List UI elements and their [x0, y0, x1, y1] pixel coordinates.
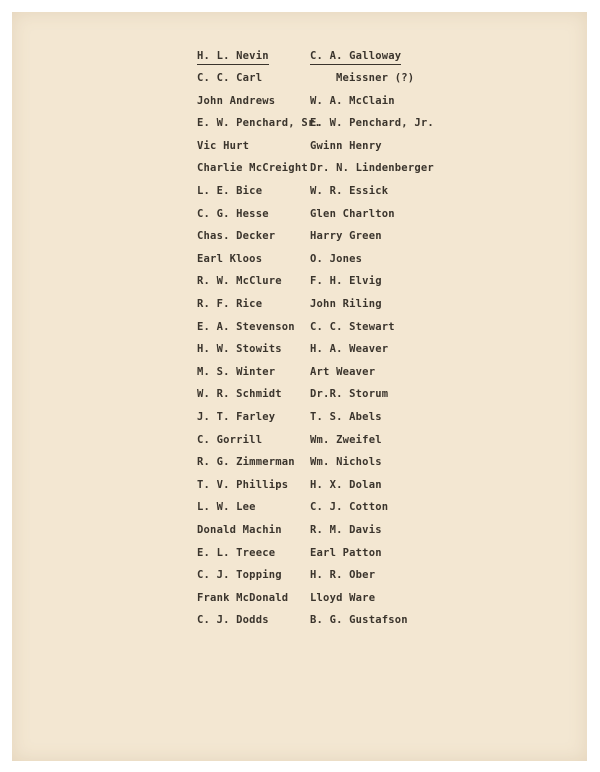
- name-entry: O. Jones: [310, 252, 363, 265]
- name-entry: M. S. Winter: [197, 365, 276, 378]
- name-entry: J. T. Farley: [197, 411, 276, 423]
- name-entry: F. H. Elvig: [310, 275, 382, 288]
- name-entry: W. R. Schmidt: [197, 388, 282, 401]
- name-entry: B. G. Gustafson: [310, 614, 408, 627]
- name-entry: T. S. Abels: [310, 411, 382, 423]
- name-entry: Frank McDonald: [197, 591, 289, 604]
- name-entry: Meissner (?): [336, 72, 415, 84]
- name-entry: H. A. Weaver: [310, 343, 389, 356]
- name-entry: L. W. Lee: [197, 501, 256, 514]
- name-entry: H. W. Stowits: [197, 343, 282, 356]
- name-entry: C. C. Carl: [197, 72, 263, 84]
- name-entry: John Andrews: [197, 94, 276, 107]
- name-entry: E. A. Stevenson: [197, 320, 295, 333]
- name-entry: Chas. Decker: [197, 230, 276, 243]
- name-entry: R. F. Rice: [197, 298, 263, 310]
- name-entry: Glen Charlton: [310, 207, 395, 220]
- name-entry: C. J. Topping: [197, 569, 282, 582]
- name-entry: C. Gorrill: [197, 433, 263, 446]
- name-entry: Charlie McCreight: [197, 162, 308, 175]
- name-entry: Dr. N. Lindenberger: [310, 162, 434, 175]
- name-entry: H. X. Dolan: [310, 478, 382, 491]
- name-entry: W. R. Essick: [310, 185, 389, 197]
- name-entry: C. J. Cotton: [310, 501, 389, 514]
- right-column-header: [310, 50, 401, 65]
- name-entry: E. L. Treece: [197, 546, 276, 559]
- name-entry: Wm. Nichols: [310, 456, 382, 469]
- name-entry: R. W. McClure: [197, 275, 282, 288]
- name-entry: T. V. Phillips: [197, 478, 289, 491]
- name-entry: Wm. Zweifel: [310, 433, 382, 446]
- name-entry: C. C. Stewart: [310, 320, 395, 333]
- left-column-header: [197, 50, 269, 65]
- name-entry: John Riling: [310, 298, 382, 310]
- name-entry: Gwinn Henry: [310, 139, 382, 152]
- left-header-text: H. L. Nevin: [197, 50, 269, 65]
- name-entry: C. J. Dodds: [197, 614, 269, 627]
- name-entry: Harry Green: [310, 230, 382, 243]
- name-entry: Donald Machin: [197, 524, 282, 536]
- name-entry: E. W. Penchard, Jr.: [310, 117, 434, 130]
- name-entry: Lloyd Ware: [310, 591, 376, 604]
- name-entry: Vic Hurt: [197, 139, 250, 152]
- name-entry: L. E. Bice: [197, 185, 263, 197]
- name-entry: C. G. Hesse: [197, 207, 269, 220]
- right-header-text: C. A. Galloway: [310, 50, 401, 65]
- name-entry: H. R. Ober: [310, 569, 376, 582]
- name-entry: R. G. Zimmerman: [197, 456, 295, 469]
- name-entry: Dr.R. Storum: [310, 388, 389, 401]
- name-entry: E. W. Penchard, Sr.: [197, 117, 321, 130]
- name-entry: Art Weaver: [310, 365, 376, 378]
- name-entry: Earl Patton: [310, 546, 382, 559]
- name-entry: R. M. Davis: [310, 524, 382, 536]
- name-entry: Earl Kloos: [197, 252, 263, 265]
- name-entry: W. A. McClain: [310, 94, 395, 107]
